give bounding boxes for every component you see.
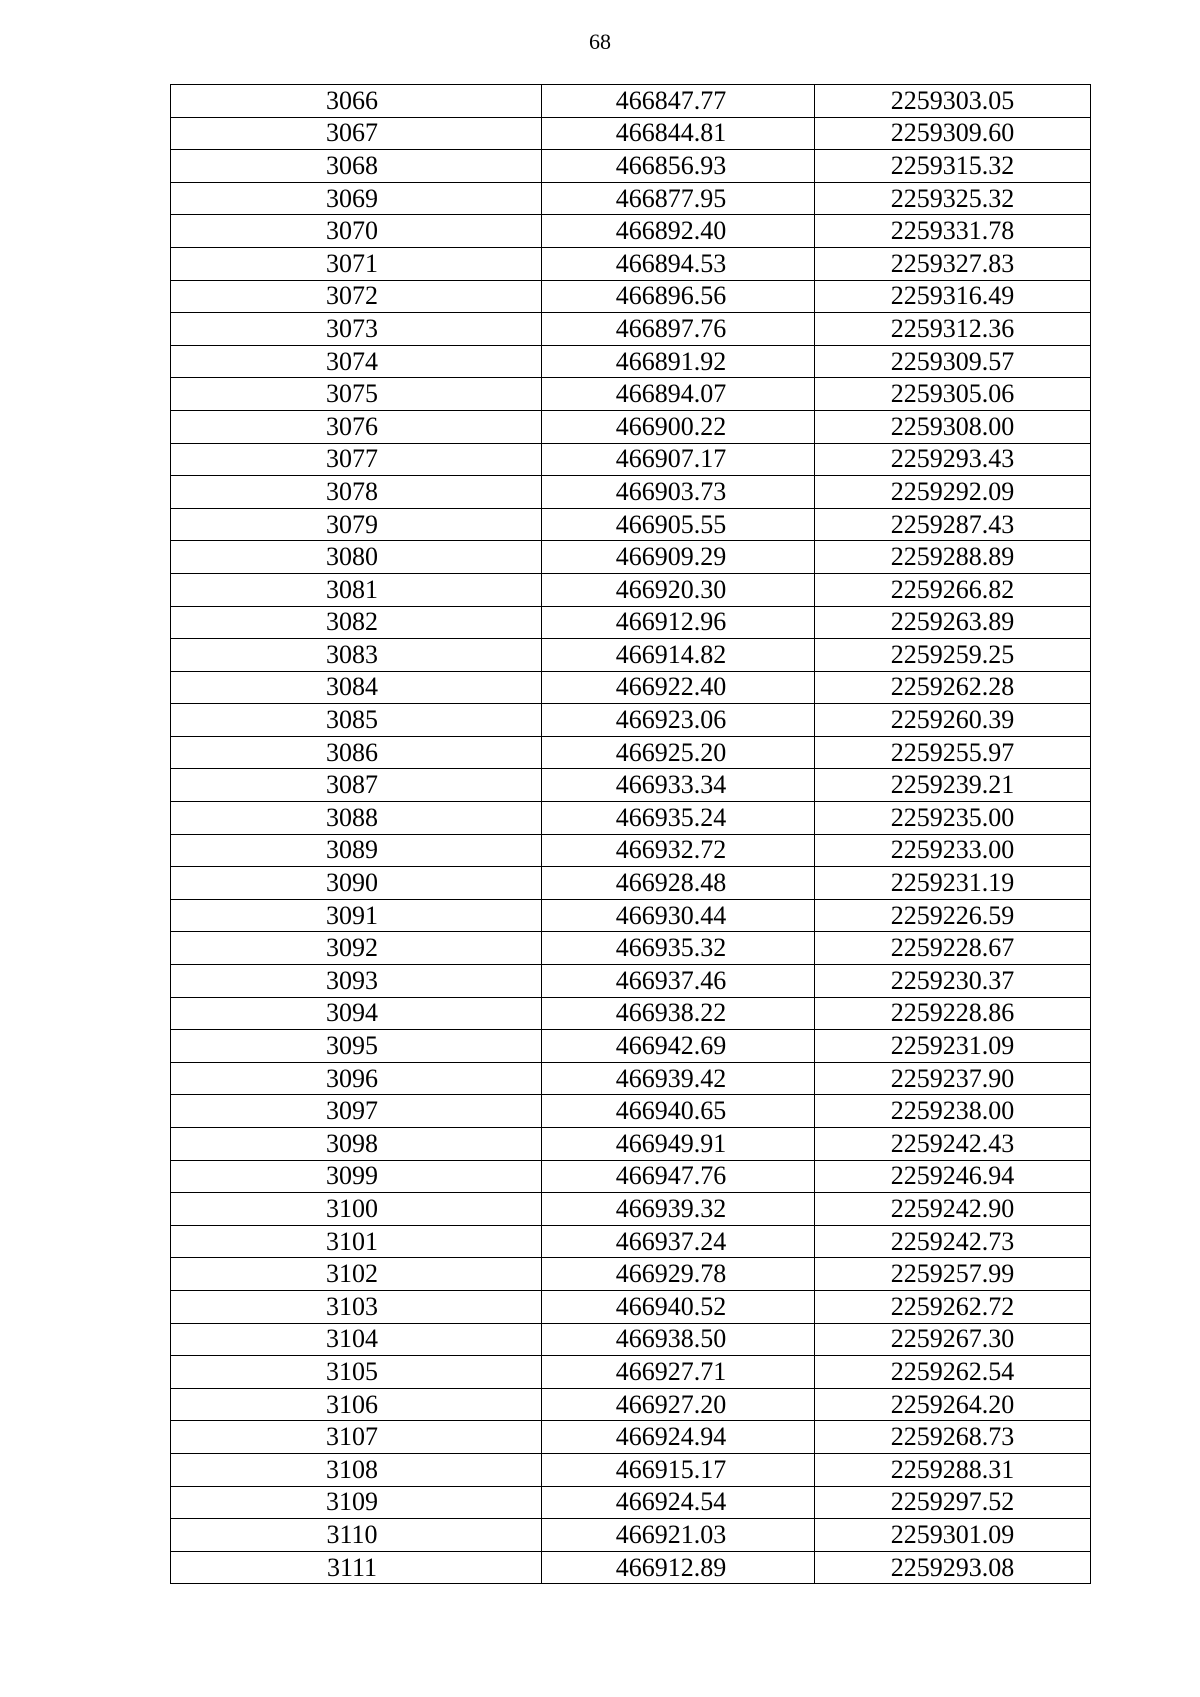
x-coordinate-cell: 466897.76 <box>542 313 815 346</box>
point-number-cell: 3084 <box>171 671 542 704</box>
x-coordinate-cell: 466905.55 <box>542 508 815 541</box>
point-number-cell: 3094 <box>171 997 542 1030</box>
table-row <box>171 1519 1091 1552</box>
x-coordinate-cell: 466925.20 <box>542 736 815 769</box>
y-coordinate-cell: 2259246.94 <box>815 1160 1091 1193</box>
table-row <box>171 541 1091 574</box>
point-number-cell: 3073 <box>171 313 542 346</box>
table-row <box>171 313 1091 346</box>
point-number-cell: 3092 <box>171 932 542 965</box>
table-row <box>171 1323 1091 1356</box>
point-number-cell: 3110 <box>171 1519 542 1552</box>
y-coordinate-cell: 2259308.00 <box>815 410 1091 443</box>
x-coordinate-cell: 466935.32 <box>542 932 815 965</box>
y-coordinate-cell: 2259309.60 <box>815 117 1091 150</box>
point-number-cell: 3100 <box>171 1193 542 1226</box>
y-coordinate-cell: 2259237.90 <box>815 1062 1091 1095</box>
coordinates-table <box>170 84 1091 1584</box>
x-coordinate-cell: 466844.81 <box>542 117 815 150</box>
x-coordinate-cell: 466937.46 <box>542 965 815 998</box>
x-coordinate-cell: 466927.71 <box>542 1356 815 1389</box>
point-number-cell: 3090 <box>171 867 542 900</box>
x-coordinate-cell: 466903.73 <box>542 476 815 509</box>
x-coordinate-cell: 466894.07 <box>542 378 815 411</box>
table-row <box>171 508 1091 541</box>
x-coordinate-cell: 466927.20 <box>542 1388 815 1421</box>
point-number-cell: 3066 <box>171 85 542 118</box>
y-coordinate-cell: 2259257.99 <box>815 1258 1091 1291</box>
point-number-cell: 3103 <box>171 1290 542 1323</box>
x-coordinate-cell: 466896.56 <box>542 280 815 313</box>
x-coordinate-cell: 466921.03 <box>542 1519 815 1552</box>
table-row <box>171 834 1091 867</box>
table-row <box>171 345 1091 378</box>
point-number-cell: 3067 <box>171 117 542 150</box>
table-row <box>171 769 1091 802</box>
y-coordinate-cell: 2259297.52 <box>815 1486 1091 1519</box>
x-coordinate-cell: 466914.82 <box>542 639 815 672</box>
table-row <box>171 899 1091 932</box>
table-row <box>171 639 1091 672</box>
x-coordinate-cell: 466940.52 <box>542 1290 815 1323</box>
table-row <box>171 1128 1091 1161</box>
table-row <box>171 704 1091 737</box>
y-coordinate-cell: 2259315.32 <box>815 150 1091 183</box>
y-coordinate-cell: 2259259.25 <box>815 639 1091 672</box>
table-row <box>171 443 1091 476</box>
table-row <box>171 280 1091 313</box>
x-coordinate-cell: 466942.69 <box>542 1030 815 1063</box>
x-coordinate-cell: 466915.17 <box>542 1453 815 1486</box>
point-number-cell: 3093 <box>171 965 542 998</box>
point-number-cell: 3078 <box>171 476 542 509</box>
y-coordinate-cell: 2259230.37 <box>815 965 1091 998</box>
x-coordinate-cell: 466924.94 <box>542 1421 815 1454</box>
point-number-cell: 3101 <box>171 1225 542 1258</box>
table-row <box>171 1258 1091 1291</box>
point-number-cell: 3089 <box>171 834 542 867</box>
y-coordinate-cell: 2259228.67 <box>815 932 1091 965</box>
x-coordinate-cell: 466928.48 <box>542 867 815 900</box>
y-coordinate-cell: 2259309.57 <box>815 345 1091 378</box>
table-row <box>171 997 1091 1030</box>
x-coordinate-cell: 466912.96 <box>542 606 815 639</box>
point-number-cell: 3106 <box>171 1388 542 1421</box>
y-coordinate-cell: 2259305.06 <box>815 378 1091 411</box>
y-coordinate-cell: 2259242.43 <box>815 1128 1091 1161</box>
point-number-cell: 3080 <box>171 541 542 574</box>
y-coordinate-cell: 2259235.00 <box>815 802 1091 835</box>
y-coordinate-cell: 2259293.08 <box>815 1551 1091 1584</box>
x-coordinate-cell: 466937.24 <box>542 1225 815 1258</box>
point-number-cell: 3085 <box>171 704 542 737</box>
y-coordinate-cell: 2259292.09 <box>815 476 1091 509</box>
y-coordinate-cell: 2259287.43 <box>815 508 1091 541</box>
x-coordinate-cell: 466933.34 <box>542 769 815 802</box>
y-coordinate-cell: 2259327.83 <box>815 247 1091 280</box>
table-row <box>171 85 1091 118</box>
point-number-cell: 3107 <box>171 1421 542 1454</box>
point-number-cell: 3098 <box>171 1128 542 1161</box>
x-coordinate-cell: 466924.54 <box>542 1486 815 1519</box>
y-coordinate-cell: 2259242.90 <box>815 1193 1091 1226</box>
table-row <box>171 1160 1091 1193</box>
point-number-cell: 3097 <box>171 1095 542 1128</box>
x-coordinate-cell: 466891.92 <box>542 345 815 378</box>
point-number-cell: 3108 <box>171 1453 542 1486</box>
y-coordinate-cell: 2259255.97 <box>815 736 1091 769</box>
x-coordinate-cell: 466932.72 <box>542 834 815 867</box>
page-number: 68 <box>589 29 611 54</box>
y-coordinate-cell: 2259228.86 <box>815 997 1091 1030</box>
table-row <box>171 150 1091 183</box>
y-coordinate-cell: 2259301.09 <box>815 1519 1091 1552</box>
table-row <box>171 1290 1091 1323</box>
x-coordinate-cell: 466947.76 <box>542 1160 815 1193</box>
table-row <box>171 867 1091 900</box>
x-coordinate-cell: 466847.77 <box>542 85 815 118</box>
point-number-cell: 3082 <box>171 606 542 639</box>
x-coordinate-cell: 466935.24 <box>542 802 815 835</box>
point-number-cell: 3068 <box>171 150 542 183</box>
table-row <box>171 1551 1091 1584</box>
point-number-cell: 3072 <box>171 280 542 313</box>
x-coordinate-cell: 466938.22 <box>542 997 815 1030</box>
point-number-cell: 3071 <box>171 247 542 280</box>
table-row <box>171 476 1091 509</box>
y-coordinate-cell: 2259325.32 <box>815 182 1091 215</box>
x-coordinate-cell: 466939.42 <box>542 1062 815 1095</box>
y-coordinate-cell: 2259264.20 <box>815 1388 1091 1421</box>
y-coordinate-cell: 2259293.43 <box>815 443 1091 476</box>
table-row <box>171 965 1091 998</box>
point-number-cell: 3096 <box>171 1062 542 1095</box>
point-number-cell: 3088 <box>171 802 542 835</box>
x-coordinate-cell: 466892.40 <box>542 215 815 248</box>
point-number-cell: 3076 <box>171 410 542 443</box>
y-coordinate-cell: 2259260.39 <box>815 704 1091 737</box>
point-number-cell: 3095 <box>171 1030 542 1063</box>
table-row <box>171 802 1091 835</box>
point-number-cell: 3091 <box>171 899 542 932</box>
point-number-cell: 3111 <box>171 1551 542 1584</box>
table-row <box>171 247 1091 280</box>
table-row <box>171 1486 1091 1519</box>
point-number-cell: 3074 <box>171 345 542 378</box>
x-coordinate-cell: 466920.30 <box>542 573 815 606</box>
table-row <box>171 1453 1091 1486</box>
y-coordinate-cell: 2259238.00 <box>815 1095 1091 1128</box>
y-coordinate-cell: 2259312.36 <box>815 313 1091 346</box>
table-row <box>171 1193 1091 1226</box>
table-row <box>171 215 1091 248</box>
x-coordinate-cell: 466877.95 <box>542 182 815 215</box>
point-number-cell: 3081 <box>171 573 542 606</box>
point-number-cell: 3109 <box>171 1486 542 1519</box>
table-row <box>171 410 1091 443</box>
y-coordinate-cell: 2259303.05 <box>815 85 1091 118</box>
y-coordinate-cell: 2259233.00 <box>815 834 1091 867</box>
x-coordinate-cell: 466907.17 <box>542 443 815 476</box>
y-coordinate-cell: 2259262.54 <box>815 1356 1091 1389</box>
y-coordinate-cell: 2259288.89 <box>815 541 1091 574</box>
y-coordinate-cell: 2259226.59 <box>815 899 1091 932</box>
point-number-cell: 3079 <box>171 508 542 541</box>
table-row <box>171 932 1091 965</box>
table-row <box>171 573 1091 606</box>
x-coordinate-cell: 466949.91 <box>542 1128 815 1161</box>
x-coordinate-cell: 466909.29 <box>542 541 815 574</box>
point-number-cell: 3083 <box>171 639 542 672</box>
point-number-cell: 3102 <box>171 1258 542 1291</box>
y-coordinate-cell: 2259231.09 <box>815 1030 1091 1063</box>
point-number-cell: 3077 <box>171 443 542 476</box>
point-number-cell: 3105 <box>171 1356 542 1389</box>
y-coordinate-cell: 2259231.19 <box>815 867 1091 900</box>
y-coordinate-cell: 2259331.78 <box>815 215 1091 248</box>
point-number-cell: 3070 <box>171 215 542 248</box>
x-coordinate-cell: 466894.53 <box>542 247 815 280</box>
table-row <box>171 736 1091 769</box>
point-number-cell: 3104 <box>171 1323 542 1356</box>
table-row <box>171 117 1091 150</box>
x-coordinate-cell: 466939.32 <box>542 1193 815 1226</box>
x-coordinate-cell: 466900.22 <box>542 410 815 443</box>
table-row <box>171 1030 1091 1063</box>
point-number-cell: 3069 <box>171 182 542 215</box>
y-coordinate-cell: 2259266.82 <box>815 573 1091 606</box>
table-row <box>171 182 1091 215</box>
point-number-cell: 3086 <box>171 736 542 769</box>
table-row <box>171 1095 1091 1128</box>
y-coordinate-cell: 2259263.89 <box>815 606 1091 639</box>
y-coordinate-cell: 2259239.21 <box>815 769 1091 802</box>
y-coordinate-cell: 2259288.31 <box>815 1453 1091 1486</box>
x-coordinate-cell: 466930.44 <box>542 899 815 932</box>
table-row <box>171 1062 1091 1095</box>
y-coordinate-cell: 2259262.28 <box>815 671 1091 704</box>
x-coordinate-cell: 466938.50 <box>542 1323 815 1356</box>
y-coordinate-cell: 2259262.72 <box>815 1290 1091 1323</box>
point-number-cell: 3087 <box>171 769 542 802</box>
x-coordinate-cell: 466923.06 <box>542 704 815 737</box>
point-number-cell: 3099 <box>171 1160 542 1193</box>
table-row <box>171 1225 1091 1258</box>
table-row <box>171 1356 1091 1389</box>
table-row <box>171 1388 1091 1421</box>
y-coordinate-cell: 2259267.30 <box>815 1323 1091 1356</box>
table-row <box>171 671 1091 704</box>
y-coordinate-cell: 2259316.49 <box>815 280 1091 313</box>
x-coordinate-cell: 466929.78 <box>542 1258 815 1291</box>
x-coordinate-cell: 466856.93 <box>542 150 815 183</box>
table-row <box>171 606 1091 639</box>
table-row <box>171 1421 1091 1454</box>
x-coordinate-cell: 466912.89 <box>542 1551 815 1584</box>
table-row <box>171 378 1091 411</box>
point-number-cell: 3075 <box>171 378 542 411</box>
y-coordinate-cell: 2259242.73 <box>815 1225 1091 1258</box>
x-coordinate-cell: 466922.40 <box>542 671 815 704</box>
y-coordinate-cell: 2259268.73 <box>815 1421 1091 1454</box>
coordinates-table-body <box>171 85 1091 1584</box>
x-coordinate-cell: 466940.65 <box>542 1095 815 1128</box>
